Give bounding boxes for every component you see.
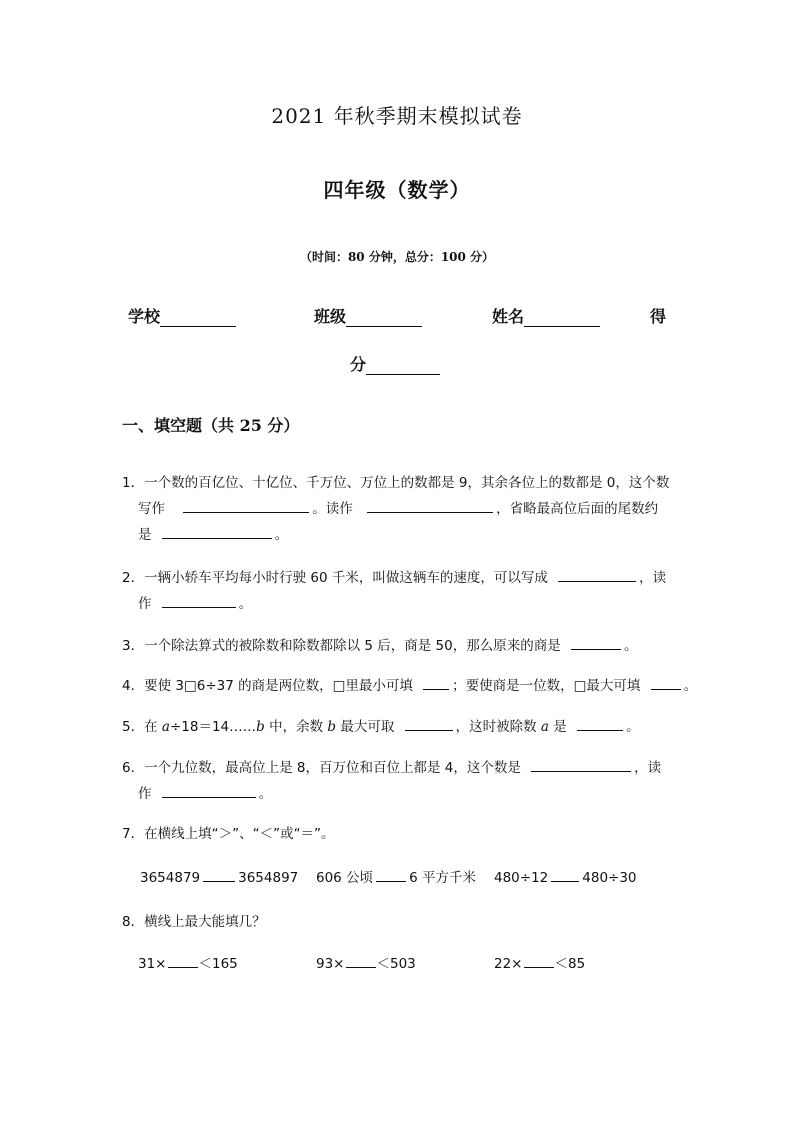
q1-approx-blank[interactable] <box>162 523 272 539</box>
q1-text: 1．一个数的百亿位、十亿位、千万位、万位上的数都是 9，其余各位上的数都是 0，这个数 <box>122 475 670 491</box>
time-info: （时间：80 分钟，总分：100 分） <box>299 250 495 264</box>
q1-is-label: 是 <box>138 527 152 543</box>
q8-item-1 <box>138 951 238 977</box>
name-blank[interactable] <box>524 308 600 327</box>
exam-title: 2021 年秋季期末模拟试卷 <box>271 104 523 128</box>
q1-end: 。 <box>274 527 289 543</box>
score-field <box>350 352 440 375</box>
q4-text-2: ；要使商是一位数，□最大可填 <box>452 678 641 694</box>
q1-read-blank[interactable] <box>367 497 493 513</box>
question-2 <box>122 565 677 617</box>
q7-compare-2 <box>316 865 476 891</box>
name-label: 姓名 <box>492 307 525 326</box>
score-blank[interactable] <box>366 356 440 375</box>
q1-read-label: 。读作 <box>312 501 353 517</box>
q5-text: 5．在 <box>122 719 158 735</box>
q5-blank-1[interactable] <box>405 715 453 731</box>
q4-text: 4．要使 3□6÷37 的商是两位数，□里最小可填 <box>122 678 413 694</box>
q6-read-label: ，读 <box>634 760 662 776</box>
q5-text-2: 中，余数 <box>269 719 324 735</box>
q8-item-3 <box>494 951 585 977</box>
q2-text: 2．一辆小轿车平均每小时行驶 60 千米，叫做这辆车的速度，可以写成 <box>122 570 548 586</box>
q7-c2-left: 606 公顷 <box>316 870 374 886</box>
q8-c2-blank[interactable] <box>346 952 376 968</box>
question-4 <box>122 673 697 699</box>
q5-var-b-2: b <box>327 719 337 735</box>
question-7-title: 7．在横线上填“＞”、“＜”或“＝”。 <box>122 826 335 842</box>
question-1 <box>122 470 677 548</box>
class-label: 班级 <box>314 307 347 326</box>
q7-compare-1 <box>140 865 298 891</box>
q7-c2-blank[interactable] <box>376 866 406 882</box>
q7-c1-blank[interactable] <box>203 866 235 882</box>
question-8-title: 8．横线上最大能填几？ <box>122 914 266 930</box>
q4-end: 。 <box>683 678 698 694</box>
q1-approx-label: ，省略最高位后面的尾数约 <box>496 501 659 517</box>
q7-c1-left: 3654879 <box>140 870 201 886</box>
question-5 <box>122 714 640 740</box>
score-label-part2: 分 <box>350 355 367 374</box>
q5-blank-2[interactable] <box>577 715 623 731</box>
score-label-part1: 得 <box>650 307 667 326</box>
q7-c2-right: 6 平方千米 <box>409 870 476 886</box>
q6-read-blank[interactable] <box>162 782 256 798</box>
q3-end: 。 <box>624 638 638 654</box>
q7-c3-right: 480÷30 <box>582 870 637 886</box>
q6-number-blank[interactable] <box>531 756 631 772</box>
q5-var-a: a <box>161 719 170 735</box>
q1-write-blank[interactable] <box>183 497 309 513</box>
q5-var-b: b <box>256 719 265 735</box>
q8-c1-right: ＜165 <box>198 956 238 972</box>
q8-c2-left: 93× <box>316 956 345 972</box>
grade-title: 四年级（数学） <box>323 178 471 202</box>
q2-end: 。 <box>238 596 253 612</box>
q4-blank-1[interactable] <box>423 674 449 690</box>
q8-item-2 <box>316 951 416 977</box>
name-field <box>492 304 600 327</box>
school-blank[interactable] <box>160 308 236 327</box>
q3-text: 3．一个除法算式的被除数和除数都除以 5 后，商是 50，那么原来的商是 <box>122 638 561 654</box>
q1-write-label: 写作 <box>138 501 165 517</box>
q8-c1-left: 31× <box>138 956 167 972</box>
q5-text-4: ，这时被除数 <box>455 719 537 735</box>
q4-blank-2[interactable] <box>651 674 681 690</box>
q2-read-label-2: 作 <box>138 596 152 612</box>
q5-text-5: 是 <box>553 719 567 735</box>
q6-read-label-2: 作 <box>138 786 152 802</box>
question-6 <box>122 755 677 807</box>
school-label: 学校 <box>128 307 161 326</box>
q2-read-blank[interactable] <box>162 592 236 608</box>
q7-c3-left: 480÷12 <box>494 870 549 886</box>
school-field <box>128 304 236 327</box>
class-field <box>314 304 422 327</box>
q5-end: 。 <box>626 719 640 735</box>
q3-blank[interactable] <box>571 634 621 650</box>
q8-c1-blank[interactable] <box>168 952 198 968</box>
q5-equation: ÷18＝14…… <box>169 719 257 735</box>
q5-var-a-2: a <box>540 719 549 735</box>
question-3 <box>122 633 638 659</box>
q5-text-3: 最大可取 <box>340 719 395 735</box>
q6-text: 6．一个九位数，最高位上是 8，百万位和百位上都是 4，这个数是 <box>122 760 521 776</box>
q8-c3-right: ＜85 <box>554 956 586 972</box>
q2-write-blank[interactable] <box>558 566 636 582</box>
q7-c3-blank[interactable] <box>551 866 579 882</box>
class-blank[interactable] <box>346 308 422 327</box>
q6-end: 。 <box>258 786 273 802</box>
q8-c3-left: 22× <box>494 956 523 972</box>
section-fill-blank-title: 一、填空题（共 25 分） <box>122 416 300 435</box>
q8-c3-blank[interactable] <box>524 952 554 968</box>
q7-compare-3 <box>494 865 637 891</box>
q2-read-label: ，读 <box>639 570 667 586</box>
q7-c1-right: 3654897 <box>238 870 299 886</box>
q8-c2-right: ＜503 <box>376 956 416 972</box>
